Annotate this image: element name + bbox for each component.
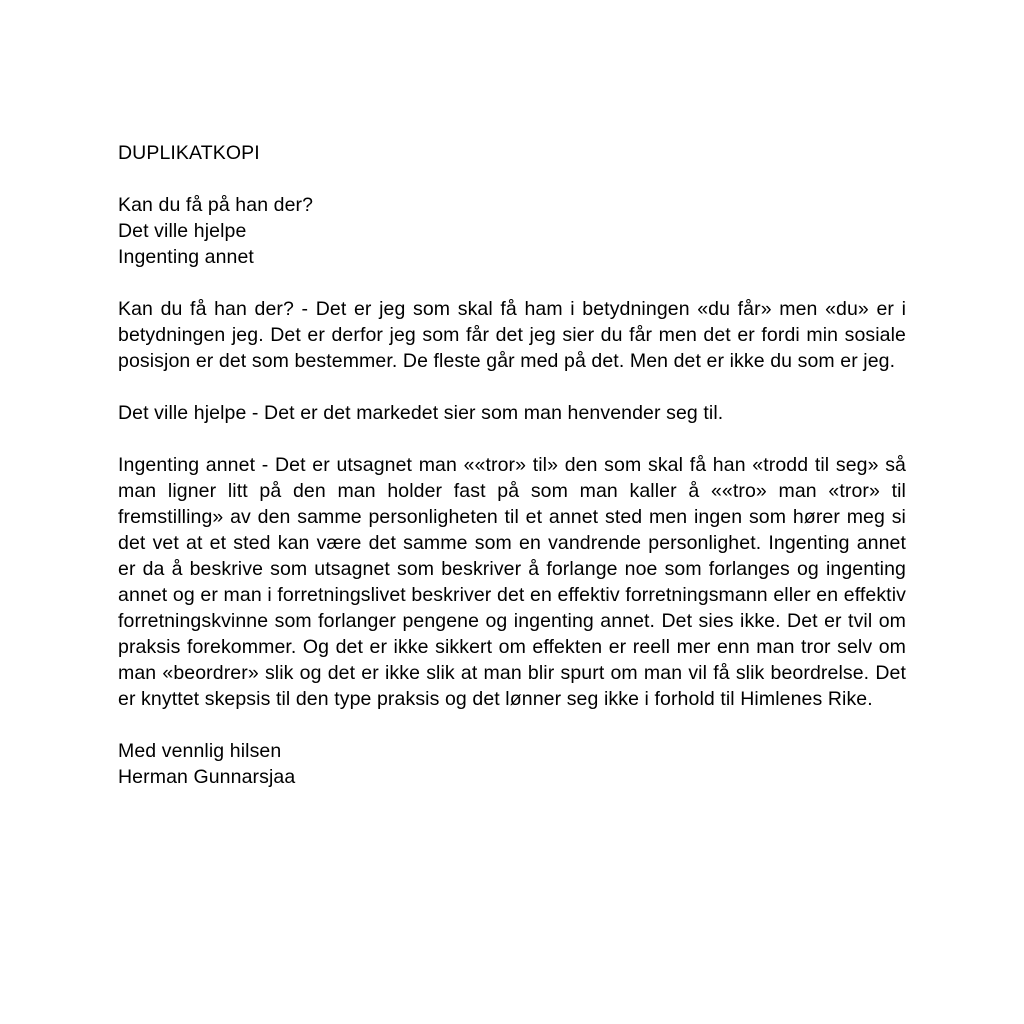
letter-closing	[118, 738, 906, 790]
paragraph-1: Kan du få han der? - Det er jeg som skal få ham i betydningen «du får» men «du» er i betydningen jeg. Det er derfor jeg som får det jeg sier du får men det er fordi min sosiale posisjon er det som bestemmer. De fleste går med på det. Men det er ikke du som er jeg.	[118, 298, 906, 372]
letter-content	[118, 140, 906, 790]
document-title: DUPLIKATKOPI	[118, 142, 260, 164]
subject-line-2: Det ville hjelpe	[118, 220, 247, 242]
subject-line-3: Ingenting annet	[118, 246, 254, 268]
paragraph-3: Ingenting annet - Det er utsagnet man ««tror» til» den som skal få han «trodd til seg» så man ligner litt på den man holder fast på som man kaller å ««tro» man «tror» til fremstilling» av den samme personligheten til et annet sted men ingen som hører meg si det vet at et sted kan være det samme som en vandrende personlighet. Ingenting annet er da å beskrive som utsagnet som beskriver å forlange noe som forlanges og ingenting annet og er man i forretningslivet beskriver det en effektiv forretningsmann eller en effektiv forretningskvinne som forlanger pengene og ingenting annet. Det sies ikke. Det er tvil om praksis forekommer. Og det er ikke sikkert om effekten er reell mer enn man tror selv om man «beordrer» slik og det er ikke slik at man blir spurt om man vil få slik beordrelse. Det er knyttet skepsis til den type praksis og det lønner seg ikke i forhold til Himlenes Rike.	[118, 454, 906, 710]
closing-salutation: Med vennlig hilsen	[118, 740, 282, 762]
closing-signature: Herman Gunnarsjaa	[118, 766, 296, 788]
subject-line-1: Kan du få på han der?	[118, 194, 314, 216]
paragraph-2: Det ville hjelpe - Det er det markedet sier som man henvender seg til.	[118, 402, 724, 424]
letter-subject-lines	[118, 192, 906, 270]
